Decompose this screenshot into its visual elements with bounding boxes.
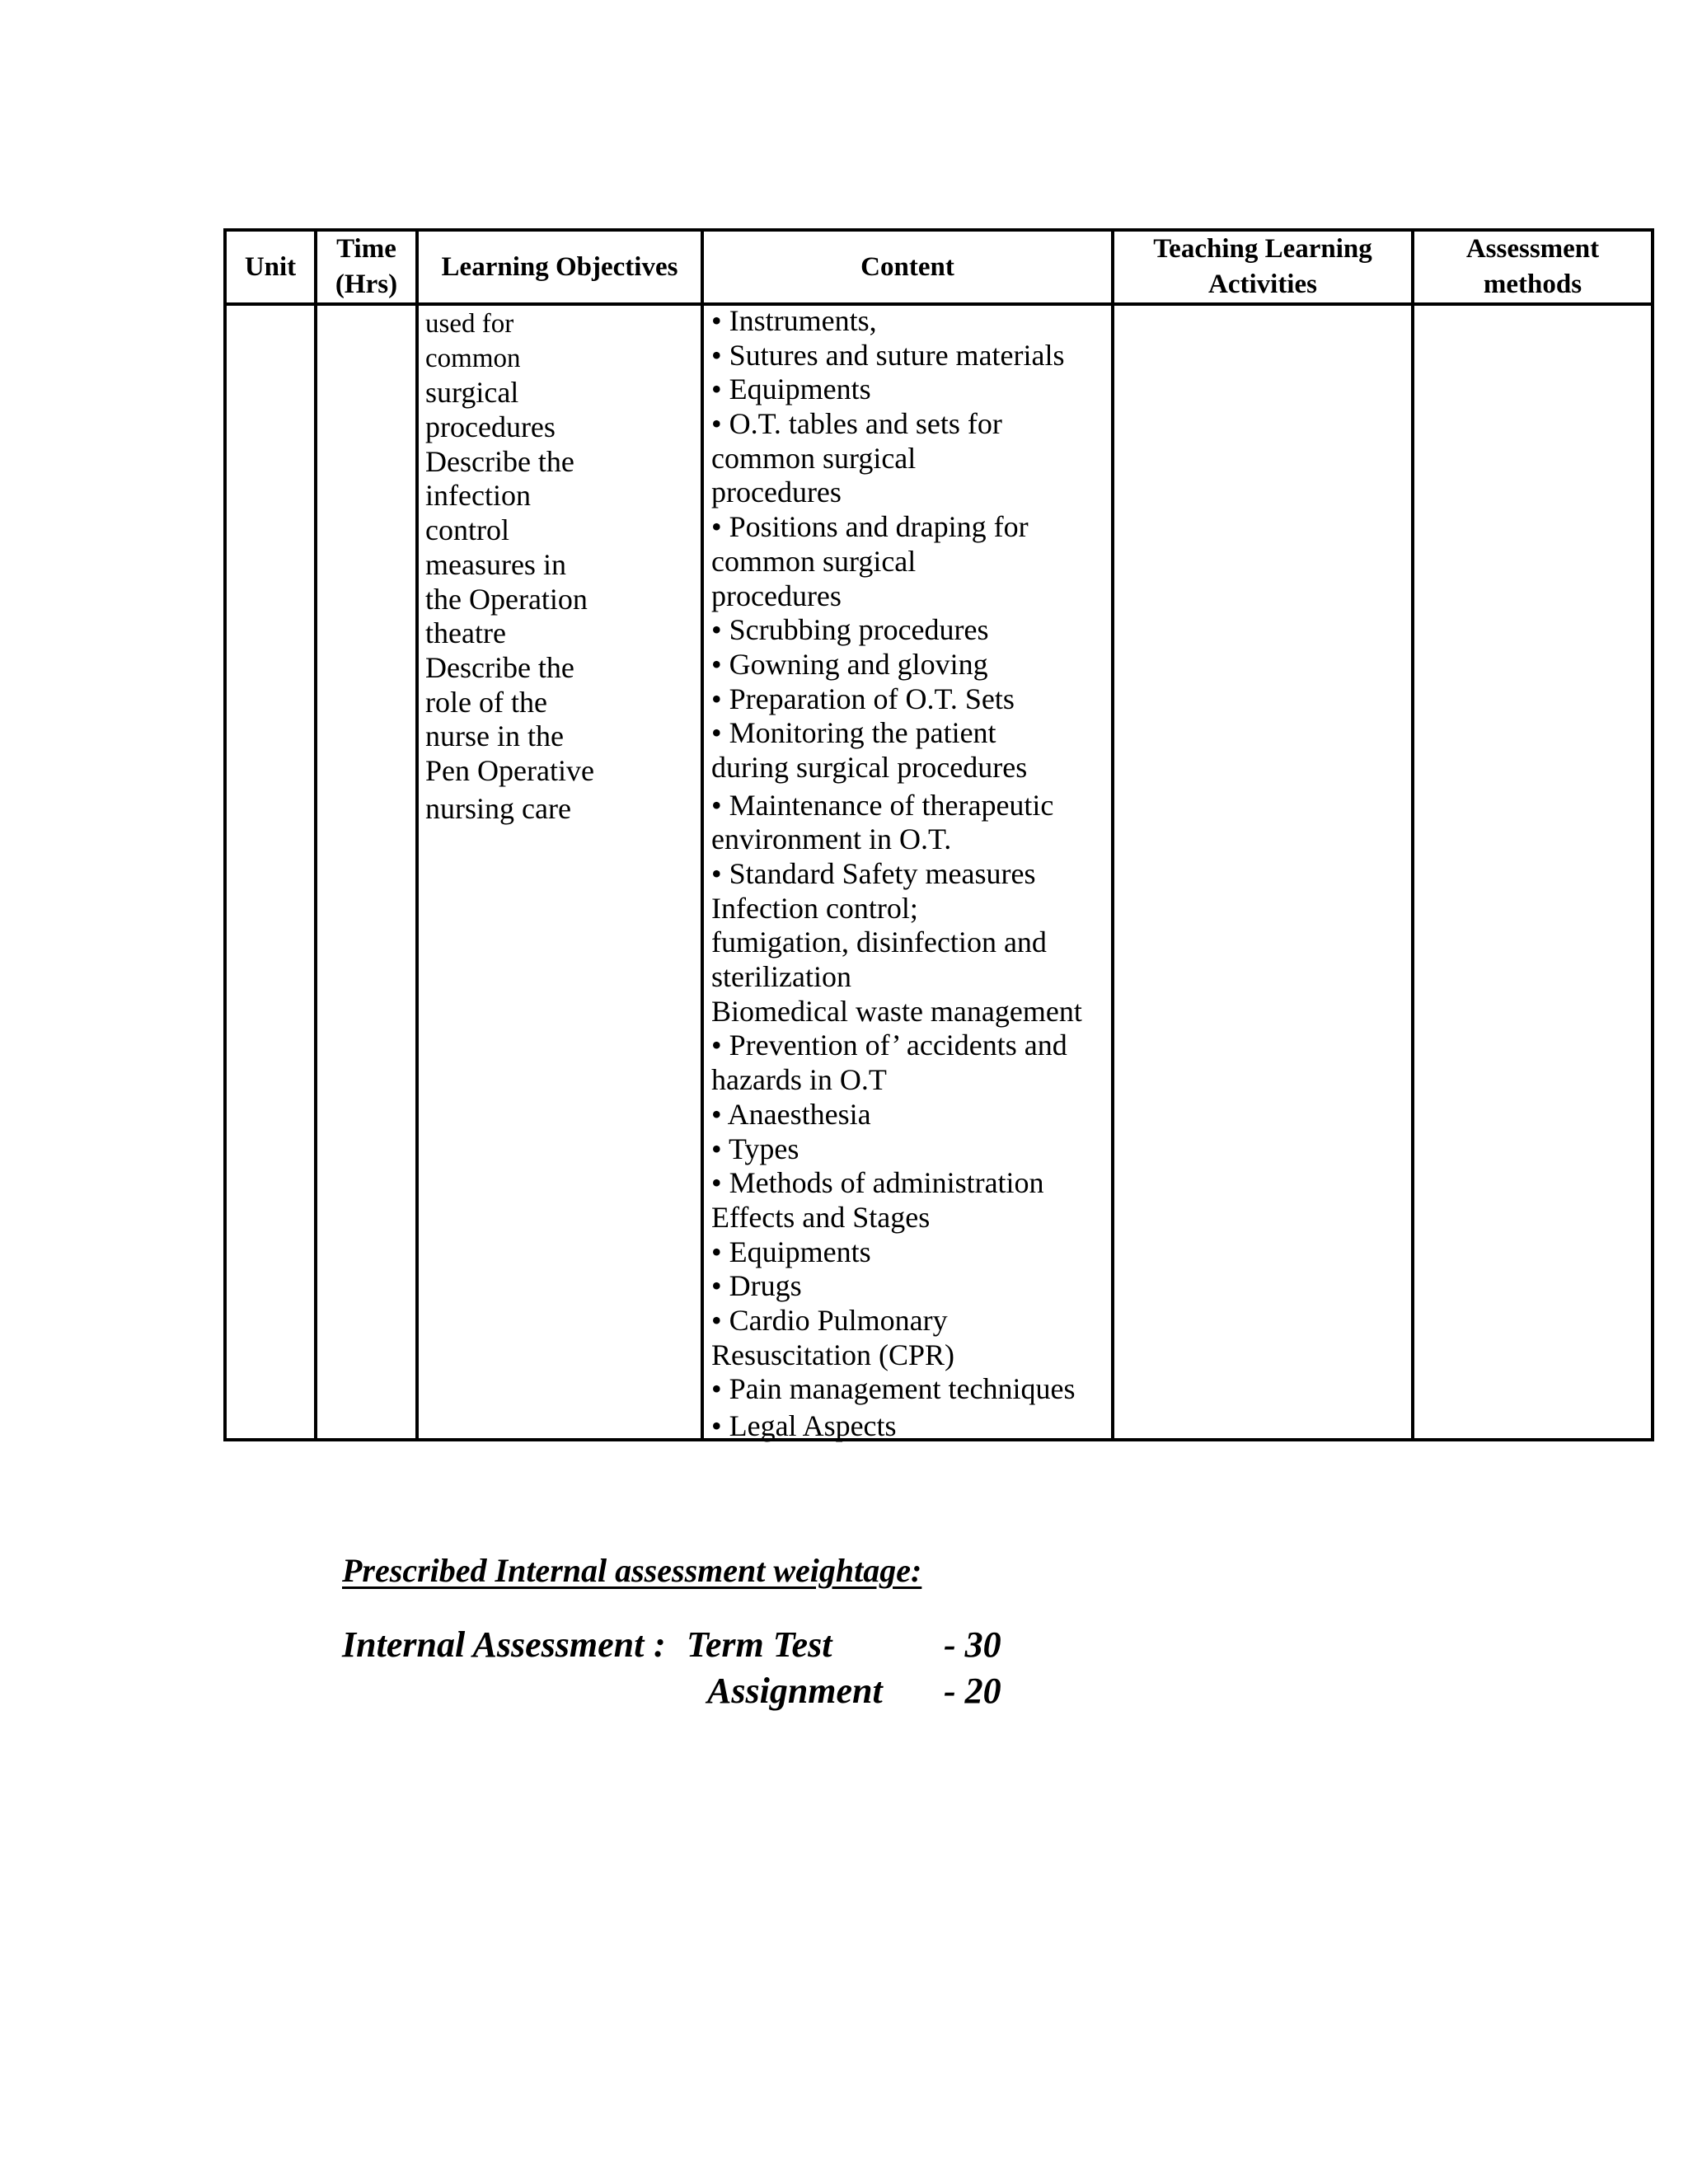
objective-line: procedures (425, 410, 556, 444)
content-line: • Pain management techniques (711, 1372, 1076, 1406)
header-time (317, 232, 415, 302)
internal-assessment-colon: : (654, 1624, 666, 1665)
table-header-row (227, 232, 1651, 306)
content-line: common surgical (711, 441, 917, 475)
header-time-label: Time (336, 234, 396, 264)
header-assessment-methods (1414, 232, 1651, 302)
content-line: • Gowning and gloving (711, 647, 988, 681)
header-assessment-line1: Assessment (1465, 234, 1600, 264)
content-line: Resuscitation (CPR) (711, 1338, 954, 1371)
content-line: • Legal Aspects (711, 1409, 897, 1442)
learning-objectives-cell (425, 307, 594, 826)
content-line: • Cardio Pulmonary (711, 1303, 948, 1337)
column-divider (1111, 232, 1114, 1438)
objective-line: infection (425, 479, 531, 513)
header-activities-line2: Activities (1208, 269, 1317, 299)
column-divider (701, 232, 704, 1438)
column-divider (415, 232, 419, 1438)
content-line: environment in O.T. (711, 823, 952, 856)
objective-line: role of the (425, 685, 547, 719)
objective-line: Describe the (425, 650, 574, 684)
content-line: Biomedical waste management (711, 994, 1082, 1028)
header-objectives-label: Learning Objectives (441, 251, 678, 282)
content-line: • Monitoring the patient (711, 716, 996, 750)
content-line: • Anaesthesia (711, 1097, 871, 1131)
content-line: common surgical (711, 544, 917, 578)
header-activities-line1: Teaching Learning (1153, 234, 1372, 264)
content-line: Effects and Stages (711, 1200, 931, 1234)
content-line: • Preparation of O.T. Sets (711, 682, 1015, 715)
objective-line: Pen Operative (425, 753, 594, 787)
content-cell (711, 304, 1082, 1444)
header-content-label: Content (860, 251, 954, 282)
content-line: • Instruments, (711, 304, 877, 337)
assignment-value: - 20 (944, 1671, 1001, 1711)
header-teaching-learning-activities (1114, 232, 1411, 302)
content-line: fumigation, disinfection and (711, 926, 1047, 959)
objective-line: surgical (425, 376, 519, 410)
content-line: • Sutures and suture materials (711, 338, 1065, 372)
objective-line: nurse in the (425, 719, 564, 753)
objective-line: the Operation (425, 582, 588, 616)
content-line: • Equipments (711, 1235, 871, 1268)
content-line: • Standard Safety measures (711, 857, 1036, 890)
content-line: • O.T. tables and sets for (711, 407, 1002, 441)
header-unit-label: Unit (244, 251, 297, 282)
column-divider (314, 232, 317, 1438)
objective-line: Describe the (425, 444, 574, 478)
objective-line: control (425, 513, 509, 547)
content-line: • Scrubbing procedures (711, 613, 989, 647)
objective-line: measures in (425, 547, 566, 581)
objective-line: common (425, 343, 521, 373)
header-assessment-line2: methods (1483, 269, 1582, 299)
syllabus-table (223, 228, 1654, 1441)
objective-line: theatre (425, 616, 506, 650)
content-line: procedures (711, 476, 842, 509)
content-line: • Types (711, 1132, 799, 1165)
term-test-label: Term Test (687, 1624, 832, 1665)
content-line: • Drugs (711, 1269, 802, 1303)
content-line: • Methods of administration (711, 1166, 1044, 1200)
column-divider (1411, 232, 1414, 1438)
assignment-label: Assignment (707, 1671, 883, 1711)
content-line: Infection control; (711, 891, 918, 925)
content-line: during surgical procedures (711, 750, 1028, 784)
header-time-unit: (Hrs) (335, 269, 398, 299)
header-unit (227, 232, 314, 302)
header-content (704, 232, 1111, 302)
content-line: • Positions and draping for (711, 510, 1029, 544)
content-line: sterilization (711, 960, 851, 994)
content-line: procedures (711, 579, 842, 612)
content-line: • Maintenance of therapeutic (711, 788, 1054, 822)
content-line: hazards in O.T (711, 1063, 887, 1097)
objective-line: used for (425, 309, 514, 339)
internal-assessment-label: Internal Assessment (342, 1624, 645, 1665)
header-learning-objectives (419, 232, 701, 302)
objective-line: nursing care (425, 791, 571, 825)
content-line: • Prevention of’ accidents and (711, 1029, 1067, 1062)
weightage-title: Prescribed Internal assessment weightage: (342, 1552, 922, 1589)
term-test-value: - 30 (944, 1624, 1001, 1665)
content-line: • Equipments (711, 373, 871, 406)
